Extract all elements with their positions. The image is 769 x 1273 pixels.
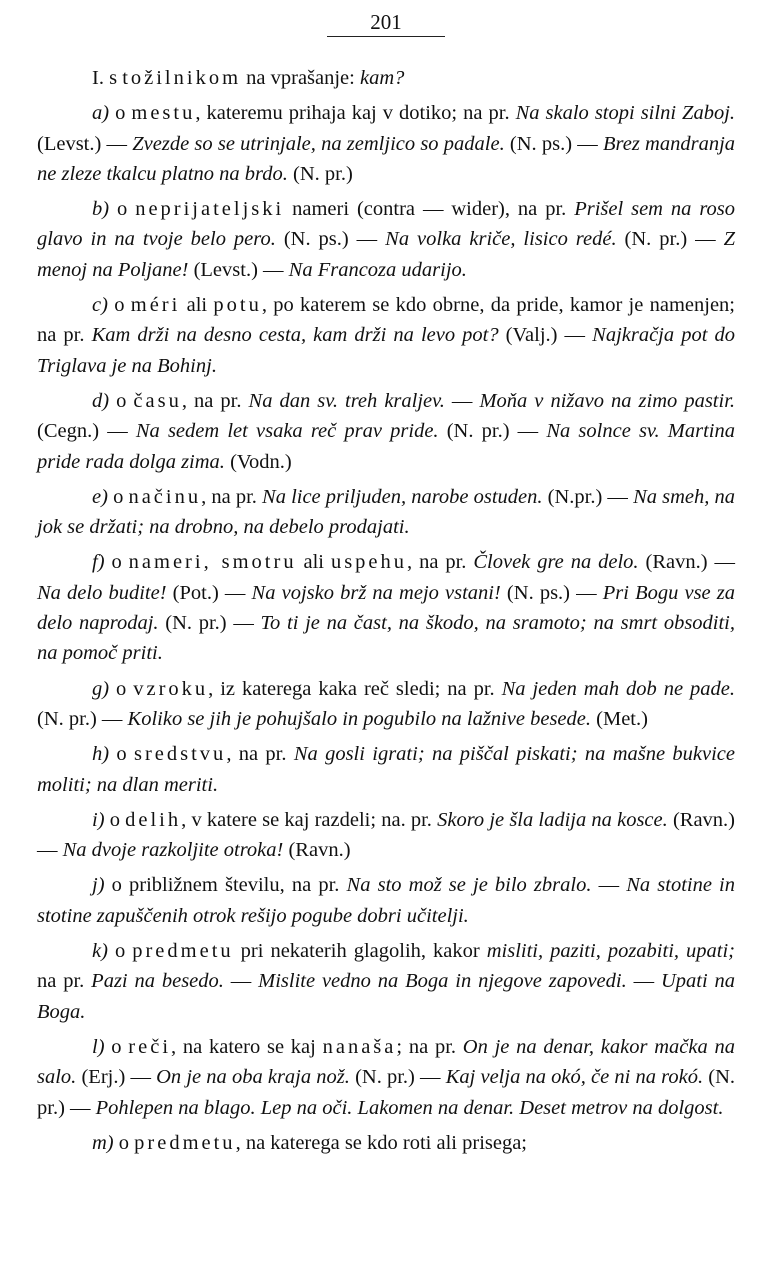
paragraph-text: (N. pr.) — (349, 1066, 446, 1089)
italic-example: kam? (359, 67, 405, 89)
italic-example: Na smeh, na jok se držati; na drobno, na debelo prodajati. (37, 485, 735, 539)
paragraph-text: na pr. (37, 970, 92, 993)
paragraph-text: (N.pr.) — (542, 485, 634, 508)
paragraph-text: , v katere se kaj razdeli; na. pr. (181, 808, 438, 831)
paragraph-text: — (223, 970, 259, 993)
paragraph-text: (Levst.) — (188, 258, 289, 281)
paragraph-text: (N. ps.) — (500, 581, 603, 604)
paragraph-text: , iz katerega kaka reč sledi; na pr. (208, 677, 502, 700)
paragraph-text: (Ravn.) — (638, 551, 735, 574)
italic-example: Na sedem let vsaka reč prav pride. (135, 420, 439, 443)
paragraph: a) o mestu, kateremu prihaja kaj v dotiko; na pr. Na skalo stopi silni Zaboj. (Levst.) — Zvezde so se utrinjale, na zemljico so padale. (N. ps.) — Brez mandranja ne zleze tkalcu platno na brdo. (N. pr.) (37, 102, 736, 185)
item-marker: e) (92, 485, 108, 508)
paragraph-text: o približnem številu, na pr. (111, 874, 347, 897)
item-marker: c) (92, 294, 108, 317)
italic-example: Na gosli igrati; na piščal piskati; na mašne bukvice moliti; na dlan meriti. (37, 743, 736, 796)
paragraph: i) o delih, v katere se kaj razdeli; na. pr. Skoro je šla ladija na kosce. (Ravn.) — Na dvoje razkoljite otroka! (Ravn.) (37, 808, 735, 862)
paragraph-text: (N. pr.) — (616, 228, 724, 251)
paragraph-text: (N. pr.) — (37, 1066, 736, 1119)
spaced-term: tožilnikom (122, 67, 242, 89)
item-marker: f) (92, 551, 105, 574)
paragraph-text: (Ravn.) (283, 839, 351, 862)
spaced-term: vzroku (133, 677, 209, 700)
paragraph-text: (Met.) (591, 707, 648, 730)
paragraph: e) o načinu, na pr. Na lice priljuden, narobe ostuden. (N.pr.) — Na smeh, na jok se držati; na drobno, na debelo prodajati. (37, 485, 735, 539)
paragraph: f) o nameri, smotru ali uspehu, na pr. Človek gre na delo. (Ravn.) — Na delo budite! (Pot.) — Na vojsko brž na mejo vstani! (N. ps.) — Pri Bogu vse za delo naprodaj. (N. pr.) — To ti je na čast, na škodo, na sramoto; na smrt obsoditi, na pomoč priti. (37, 551, 736, 665)
paragraph-text: (N. pr.) — (158, 612, 261, 635)
italic-example: Na delo budite! (37, 581, 167, 604)
paragraph-text: ; na pr. (396, 1035, 463, 1058)
italic-example: On je na oba kraja nož. (156, 1066, 350, 1089)
spaced-term: potu (213, 294, 262, 317)
italic-example: Pazi na besedo. (91, 970, 224, 993)
italic-example: Koliko se jih je pohujšalo in pogubilo na lažnive besede. (127, 707, 592, 730)
italic-example: Na dvoje razkoljite otroka! (62, 839, 284, 862)
paragraph-text: (N. ps.) — (504, 132, 603, 155)
italic-example: Na Francoza udarijo. (288, 258, 467, 281)
italic-example: Skoro je šla ladija na kosce. (437, 808, 668, 831)
paragraph-text: ali (180, 294, 214, 317)
item-marker: m) (92, 1131, 114, 1154)
item-marker: d) (92, 389, 110, 412)
section-lead: I. s (92, 67, 123, 89)
paragraph-text: (Vodn.) (224, 450, 292, 473)
paragraph: g) o vzroku, iz katerega kaka reč sledi; na pr. Na jeden mah dob ne pade. (N. pr.) — Koliko se jih je pohujšalo in pogubilo na lažnive besede. (Met.) (37, 677, 735, 730)
paragraph-text: (Ravn.) — (37, 808, 735, 862)
paragraph-text: (Levst.) — (37, 132, 133, 155)
item-marker: g) (92, 677, 110, 700)
paragraph: h) o sredstvu, na pr. Na gosli igrati; na piščal piskati; na mašne bukvice moliti; na dlan meriti. (37, 743, 736, 796)
paragraph-text: nameri (contra — wider), na pr. (284, 198, 575, 221)
paragraph: k) o predmetu pri nekaterih glagolih, kakor misliti, paziti, pozabiti, upati; na pr. Pazi na besedo. — Mislite vedno na Boga in njegove zapovedi. — Upati na Boga. (37, 940, 736, 1023)
paragraph-text: (N. pr.) — (37, 707, 128, 730)
paragraph-text: (Pot.) — (166, 581, 252, 604)
italic-example: Na jeden mah dob ne pade. (501, 677, 735, 700)
italic-example: Na sto mož se je bilo zbralo. (346, 874, 592, 897)
paragraph-text: , na pr. (407, 551, 474, 574)
italic-example: Pohlepen na blago. Lep na oči. Lakomen na denar. Deset metrov na dolgost. (95, 1096, 724, 1119)
paragraph-text: , na katerega se kdo roti ali prisega; (235, 1131, 528, 1154)
paragraph: l) o reči, na katero se kaj nanaša; na pr. On je na denar, kakor mačka na salo. (Erj.) — On je na oba kraja nož. (N. pr.) — Kaj velja na okó, če ni na rokó. (N. pr.) — Pohlepen na blago. Lep na oči. Lakomen na denar. Deset metrov na dolgost. (37, 1035, 736, 1119)
paragraph-text: , na pr. (226, 743, 294, 766)
paragraph: m) o predmetu, na katerega se kdo roti ali prisega; (92, 1131, 528, 1154)
spaced-term: predmetu (134, 1131, 236, 1154)
spaced-term: mestu (131, 102, 196, 125)
italic-example: Upati na Boga. (37, 970, 736, 1023)
paragraph-text: (N. pr.) (287, 162, 353, 185)
page-number-rule (327, 36, 445, 37)
paragraph-text: (Valj.) — (498, 324, 593, 347)
italic-example: To ti je na čast, na škodo, na sramoto; na smrt obsoditi, na pomoč priti. (37, 612, 736, 665)
italic-example: Na stotine in stotine zapuščenih otrok rešijo pogube dobri učitelji. (37, 874, 735, 927)
italic-example: Človek gre na delo. (473, 551, 639, 574)
italic-example: Kam drži na desno cesta, kam drži na levo pot? (91, 324, 499, 347)
paragraph-text: — (626, 970, 661, 993)
spaced-term: nameri, smotru (128, 551, 297, 574)
body-text (37, 63, 735, 1158)
italic-example: misliti, paziti, pozabiti, upati; (486, 940, 736, 963)
spaced-term: nanaša (322, 1035, 397, 1058)
paragraph-text: na vprašanje: (241, 67, 360, 89)
paragraph-text: — (444, 389, 480, 412)
paragraph-text: , na pr. (181, 389, 249, 412)
item-marker: j) (92, 874, 105, 897)
paragraph-text: pri nekaterih glagolih, kakor (233, 940, 487, 963)
italic-example: Moňa v nižavo na zimo pastir. (479, 389, 736, 412)
spaced-term: delih (125, 808, 182, 831)
italic-example: Kaj velja na okó, če ni na rokó. (445, 1066, 704, 1089)
italic-example: Na dan sv. treh kraljev. (248, 389, 445, 412)
italic-example: Pri Bogu vse za delo naprodaj. (37, 581, 735, 635)
italic-example: Prišel sem na roso glavo in na tvoje belo pero. (37, 198, 736, 251)
paragraph: c) o méri ali potu, po katerem se kdo obrne, da pride, kamor je namenjen; na pr. Kam drži na desno cesta, kam drži na levo pot? (Valj.) — Najkračja pot do Triglava je na Bohinj. (37, 294, 735, 377)
paragraph: d) o času, na pr. Na dan sv. treh kraljev. — Moňa v nižavo na zimo pastir. (Cegn.) — Na sedem let vsaka reč prav pride. (N. pr.) — Na solnce sv. Martina pride rada dolga zima. (Vodn.) (37, 389, 736, 473)
paragraph-text: (N. ps.) — (275, 228, 386, 251)
paragraph: b) o neprijateljski nameri (contra — wider), na pr. Prišel sem na roso glavo in na tvoje belo pero. (N. ps.) — Na volka kriče, lisico redé. (N. pr.) — Z menoj na Poljane! (Levst.) — Na Francoza udarijo. (37, 198, 736, 281)
paragraph-text: (Erj.) — (76, 1066, 157, 1089)
italic-example: Na volka kriče, lisico redé. (385, 228, 617, 251)
spaced-term: predmetu (132, 940, 234, 963)
italic-example: Z menoj na Poljane! (37, 228, 735, 281)
italic-example: Na skalo stopi silni Zaboj. (515, 102, 736, 125)
italic-example: On je na denar, kakor mačka na salo. (37, 1035, 735, 1089)
italic-example: Na vojsko brž na mejo vstani! (251, 581, 501, 604)
item-marker: b) (92, 198, 110, 221)
italic-example: Zvezde so se utrinjale, na zemljico so padale. (132, 132, 505, 155)
paragraph-text: , kateremu prihaja kaj v dotiko; na pr. (195, 102, 516, 125)
spaced-term: načinu (128, 485, 202, 508)
paragraph-text: (Cegn.) — (37, 420, 136, 443)
paragraph (37, 870, 735, 931)
item-marker: i) (92, 808, 105, 831)
item-marker: a) (92, 102, 110, 125)
item-marker: h) (92, 743, 110, 766)
italic-example: Na lice priljuden, narobe ostuden. (262, 485, 543, 508)
spaced-term: méri (130, 294, 181, 317)
spaced-term: času (133, 389, 182, 412)
paragraph (37, 63, 735, 93)
italic-example: Na solnce sv. Martina pride rada dolga zima. (37, 420, 735, 473)
italic-example: Mislite vedno na Boga in njegove zapovedi. (258, 970, 627, 993)
italic-example: Brez mandranja ne zleze tkalcu platno na brdo. (37, 132, 736, 185)
paragraph-text: , na katero se kaj (171, 1035, 323, 1058)
spaced-term: uspehu (330, 551, 408, 574)
spaced-term: sredstvu (133, 743, 227, 766)
paragraph-text: , na pr. (201, 485, 263, 508)
item-marker: k) (92, 940, 108, 963)
paragraph-text: (N. pr.) — (438, 420, 547, 443)
italic-example: Najkračja pot do Triglava je na Bohinj. (37, 324, 735, 377)
paragraph-text: , po katerem se kdo obrne, da pride, kamor je namenjen; na pr. (37, 294, 735, 347)
spaced-term: neprijateljski (135, 198, 285, 221)
spaced-term: reči (128, 1035, 172, 1058)
page-number: 201 (370, 10, 402, 34)
item-marker: l) (92, 1035, 105, 1058)
paragraph-text: — (591, 874, 627, 897)
paragraph-text: ali (296, 551, 331, 574)
